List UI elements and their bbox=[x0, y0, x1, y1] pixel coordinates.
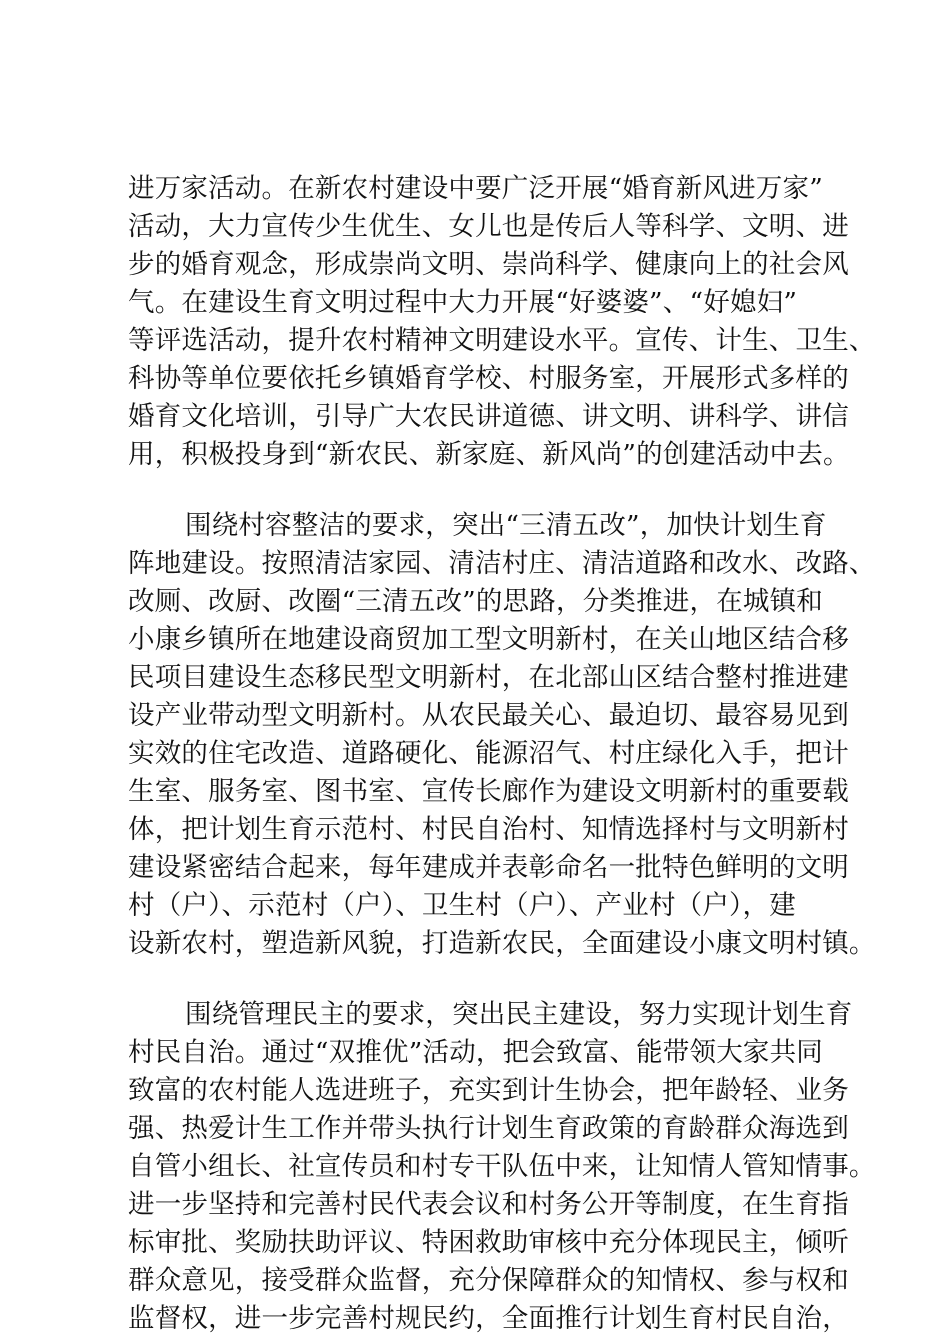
text-line: 民项目建设生态移民型文明新村，在北部山区结合整村推进建 bbox=[128, 662, 849, 693]
text-line: 小康乡镇所在地建设商贸加工型文明新村，在关山地区结合移 bbox=[128, 624, 849, 655]
text-line: 监督权，进一步完善村规民约，全面推行计划生育村民自治， bbox=[128, 1303, 849, 1334]
text-line: 科协等单位要依托乡镇婚育学校、村服务室，开展形式多样的 bbox=[128, 363, 849, 394]
text-line: 步的婚育观念，形成崇尚文明、崇尚科学、健康向上的社会风 bbox=[128, 249, 849, 280]
text-line: 设新农村，塑造新风貌，打造新农民，全面建设小康文明村镇。 bbox=[128, 928, 876, 959]
text-line: 致富的农村能人选进班子，充实到计生协会，把年龄轻、业务 bbox=[128, 1075, 849, 1106]
text-line: 设产业带动型文明新村。从农民最关心、最迫切、最容易见到 bbox=[128, 700, 849, 731]
text-line: 强、热爱计生工作并带头执行计划生育政策的育龄群众海选到 bbox=[128, 1113, 849, 1144]
text-line: 进一步坚持和完善村民代表会议和村务公开等制度，在生育指 bbox=[128, 1189, 849, 1220]
text-line: 体，把计划生育示范村、村民自治村、知情选择村与文明新村 bbox=[128, 814, 849, 845]
text-line: 阵地建设。按照清洁家园、清洁村庄、清洁道路和改水、改路、 bbox=[128, 548, 876, 579]
text-line: 进万家活动。在新农村建设中要广泛开展“婚育新风进万家” bbox=[128, 173, 823, 204]
text-line: 村民自治。通过“双推优”活动，把会致富、能带领大家共同 bbox=[128, 1037, 823, 1068]
text-line: 生室、服务室、图书室、宣传长廊作为建设文明新村的重要载 bbox=[128, 776, 849, 807]
text-line: 用，积极投身到“新农民、新家庭、新风尚”的创建活动中去。 bbox=[128, 439, 850, 470]
text-line: 建设紧密结合起来，每年建成并表彰命名一批特色鲜明的文明 bbox=[128, 852, 849, 883]
text-line: 气。在建设生育文明过程中大力开展“好婆婆”、“好媳妇” bbox=[128, 287, 798, 318]
text-line: 实效的住宅改造、道路硬化、能源沼气、村庄绿化入手，把计 bbox=[128, 738, 849, 769]
text-line: 活动，大力宣传少生优生、女儿也是传后人等科学、文明、进 bbox=[128, 211, 849, 242]
text-line: 等评选活动，提升农村精神文明建设水平。宣传、计生、卫生、 bbox=[128, 325, 876, 356]
text-line: 自管小组长、社宣传员和村专干队伍中来，让知情人管知情事。 bbox=[128, 1151, 876, 1182]
text-line: 婚育文化培训，引导广大农民讲道德、讲文明、讲科学、讲信 bbox=[128, 401, 849, 432]
text-line: 围绕村容整洁的要求，突出“三清五改”，加快计划生育 bbox=[185, 510, 827, 541]
text-line: 群众意见，接受群众监督，充分保障群众的知情权、参与权和 bbox=[128, 1265, 849, 1296]
text-line: 围绕管理民主的要求，突出民主建设，努力实现计划生育 bbox=[185, 999, 853, 1030]
text-line: 村（户）、示范村（户）、卫生村（户）、产业村（户），建 bbox=[128, 890, 796, 921]
text-line: 改厕、改厨、改圈“三清五改”的思路，分类推进，在城镇和 bbox=[128, 586, 823, 617]
text-line: 标审批、奖励扶助评议、特困救助审核中充分体现民主，倾听 bbox=[128, 1227, 849, 1258]
